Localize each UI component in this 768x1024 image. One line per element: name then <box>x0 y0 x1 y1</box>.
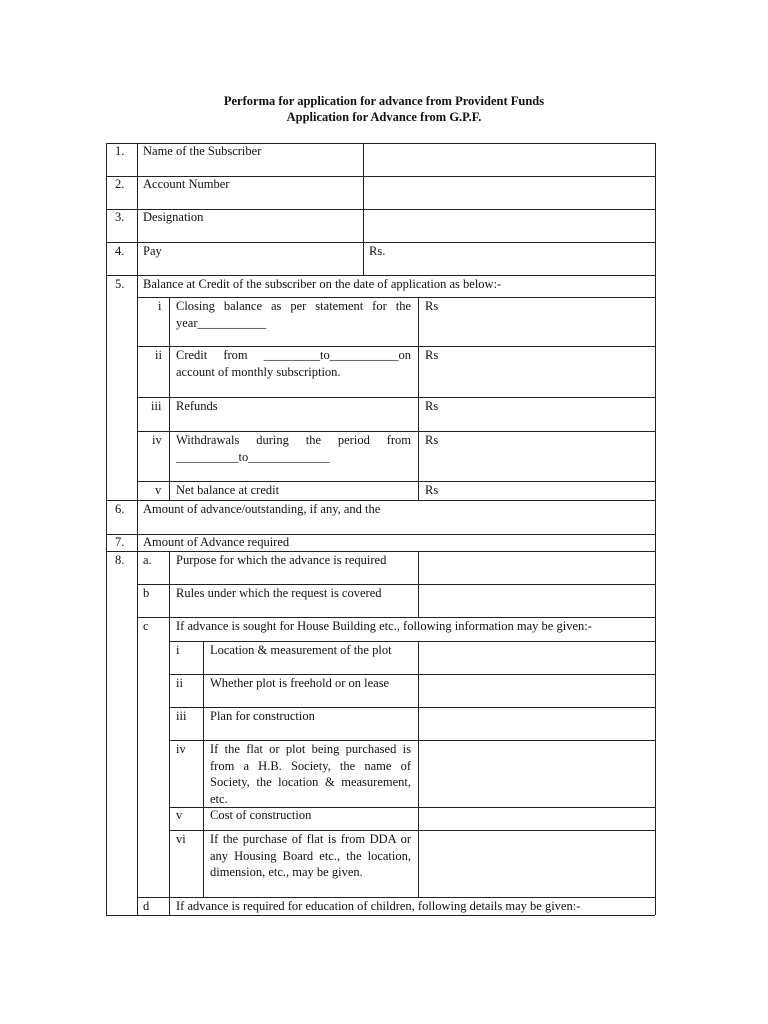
table-border-left <box>106 143 107 915</box>
purpose-label: Purpose for which the advance is required <box>176 553 387 567</box>
house-value-divider <box>418 641 419 897</box>
credit-label: Credit from _________to___________on account of monthly subscription. <box>176 348 411 379</box>
number-column-divider <box>137 143 138 915</box>
education-label: If advance is required for education of children, following details may be given:- <box>176 899 581 913</box>
credit-value: Rs <box>425 348 439 362</box>
pay-label: Pay <box>143 244 162 258</box>
row-number: 6. <box>115 502 125 516</box>
sub-item-letter: b <box>143 586 150 600</box>
sub-item-number: iv <box>152 433 162 447</box>
sub-item-number: ii <box>176 676 183 690</box>
sub-item-number: iv <box>176 742 186 756</box>
closing-balance-value: Rs <box>425 299 439 313</box>
outstanding-advance-label: Amount of advance/outstanding, if any, and the <box>143 502 381 516</box>
table-border-bottom <box>106 915 655 916</box>
row-number: 3. <box>115 210 125 224</box>
sub-item-letter: c <box>143 619 149 633</box>
construction-plan-label: Plan for construction <box>210 709 315 723</box>
sub-item-number: v <box>155 483 162 497</box>
advance-required-label: Amount of Advance required <box>143 535 290 549</box>
sub-item-letter: d <box>143 899 150 913</box>
refunds-value: Rs <box>425 399 439 413</box>
sub-item-number: i <box>158 299 162 313</box>
row-number: 4. <box>115 244 125 258</box>
row-number: 1. <box>115 144 125 158</box>
subscriber-name-label: Name of the Subscriber <box>143 144 262 158</box>
net-balance-value: Rs <box>425 483 439 497</box>
row-number: 7. <box>115 535 125 549</box>
sub-item-number: iii <box>176 709 187 723</box>
plot-location-label: Location & measurement of the plot <box>210 643 392 657</box>
sub-item-number: vi <box>176 832 186 846</box>
row-number: 2. <box>115 177 125 191</box>
table-border-right <box>655 143 656 915</box>
society-details-label: If the flat or plot being purchased is from a H.B. Society, the name of Society, the location & measurement, etc. <box>210 742 411 806</box>
form-subtitle: Application for Advance from G.P.F. <box>286 110 482 124</box>
construction-cost-label: Cost of construction <box>210 808 312 822</box>
withdrawals-label: Withdrawals during the period from __________to_____________ <box>176 433 411 464</box>
letter-column-divider <box>169 551 170 915</box>
sub-value-divider <box>418 297 419 500</box>
rules-label: Rules under which the request is covered <box>176 586 382 600</box>
row-number: 5. <box>115 277 125 291</box>
dda-purchase-label: If the purchase of flat is from DDA or any Housing Board etc., the location, dimension, etc., may be given. <box>210 832 411 879</box>
sub-item-number: iii <box>151 399 162 413</box>
sub-item-letter: a. <box>143 553 152 567</box>
refunds-label: Refunds <box>176 399 218 413</box>
plot-tenure-label: Whether plot is freehold or on lease <box>210 676 390 690</box>
pay-value: Rs. <box>369 244 386 258</box>
sub-item-number: i <box>176 643 180 657</box>
house-building-label: If advance is sought for House Building etc., following information may be given:- <box>176 619 592 633</box>
form-title: Performa for application for advance from Provident Funds <box>223 94 545 108</box>
withdrawals-value: Rs <box>425 433 439 447</box>
designation-label: Designation <box>143 210 204 224</box>
row-number: 8. <box>115 553 125 567</box>
closing-balance-label: Closing balance as per statement for the year___________ <box>176 299 411 330</box>
sub-item-number: ii <box>155 348 162 362</box>
sub-item-number: v <box>176 808 183 822</box>
house-number-divider <box>203 641 204 897</box>
balance-at-credit-label: Balance at Credit of the subscriber on the date of application as below:- <box>143 277 502 291</box>
account-number-label: Account Number <box>143 177 230 191</box>
sub-number-divider <box>169 297 170 500</box>
net-balance-label: Net balance at credit <box>176 483 280 497</box>
